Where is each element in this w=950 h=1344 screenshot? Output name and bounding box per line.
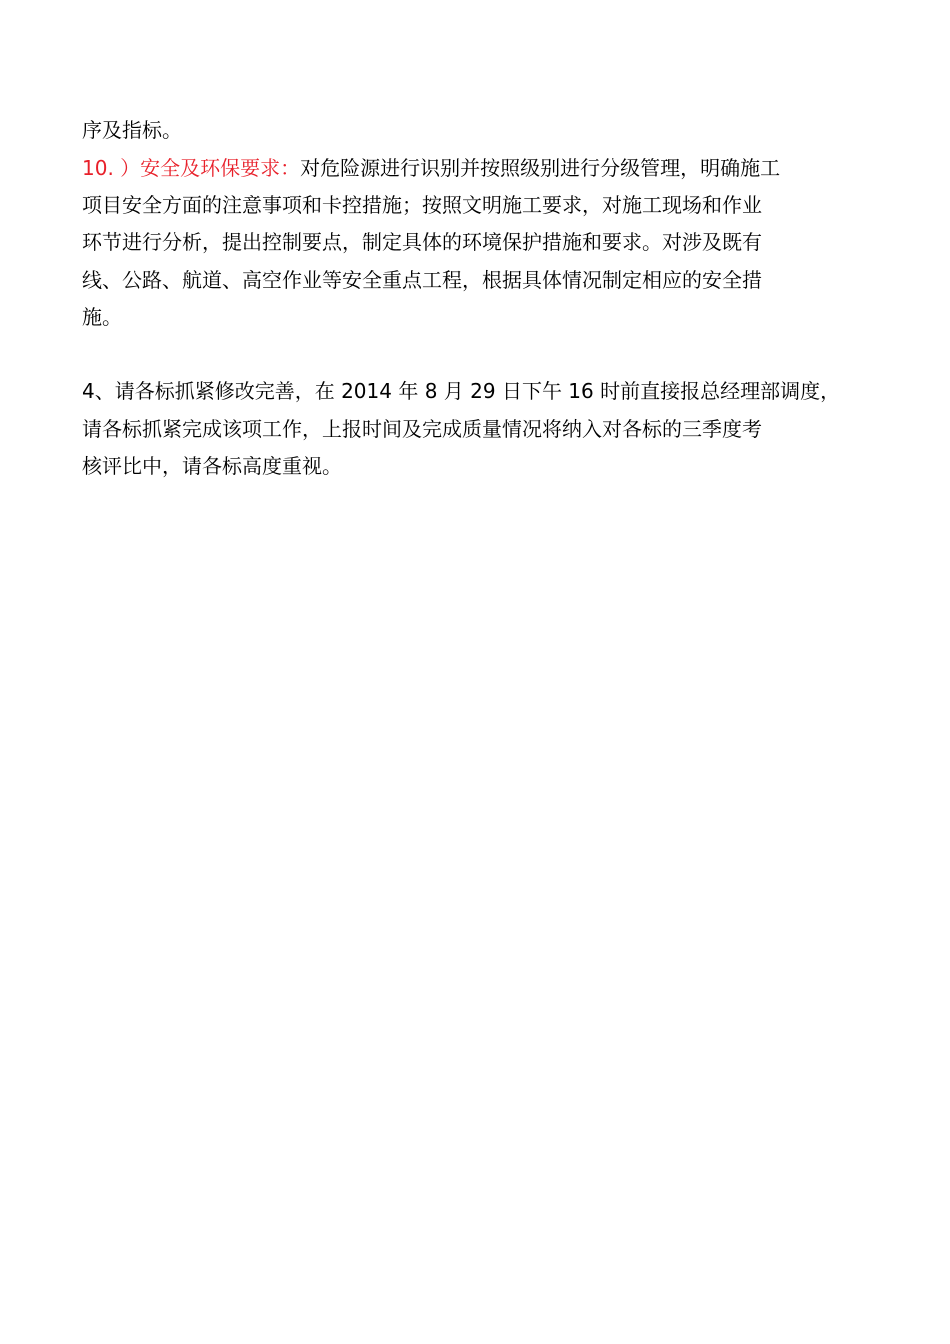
item-10-line-4 <box>82 267 762 293</box>
item-10-line-5 <box>82 304 122 330</box>
text-span: 4、请各标抓紧修改完善，在 2014 年 8 月 29 日下午 16 时前直接报总经理部调度， <box>82 379 841 403</box>
text-span: 环节进行分析，提出控制要点，制定具体的环境保护措施和要求。对涉及既有 <box>82 230 762 254</box>
text-span: 线、公路、航道、高空作业等安全重点工程，根据具体情况制定相应的安全措 <box>82 268 762 292</box>
item-10-heading: 10. ）安全及环保要求： <box>82 156 301 180</box>
text-span: 核评比中，请各标高度重视。 <box>82 454 342 478</box>
item-10-line-3 <box>82 229 762 255</box>
item-4-line-1 <box>82 378 840 404</box>
text-span: 序及指标。 <box>82 118 182 142</box>
text-span: 施。 <box>82 305 122 329</box>
item-10-line-2 <box>82 192 762 218</box>
item-4-line-3 <box>82 453 342 479</box>
item-10-line-1 <box>82 155 780 181</box>
text-span: 请各标抓紧完成该项工作，上报时间及完成质量情况将纳入对各标的三季度考 <box>82 417 762 441</box>
text-span: 对危险源进行识别并按照级别进行分级管理，明确施工 <box>300 156 781 180</box>
text-span: 项目安全方面的注意事项和卡控措施；按照文明施工要求，对施工现场和作业 <box>82 193 762 217</box>
item-4-line-2 <box>82 416 762 442</box>
paragraph-line <box>82 117 182 143</box>
